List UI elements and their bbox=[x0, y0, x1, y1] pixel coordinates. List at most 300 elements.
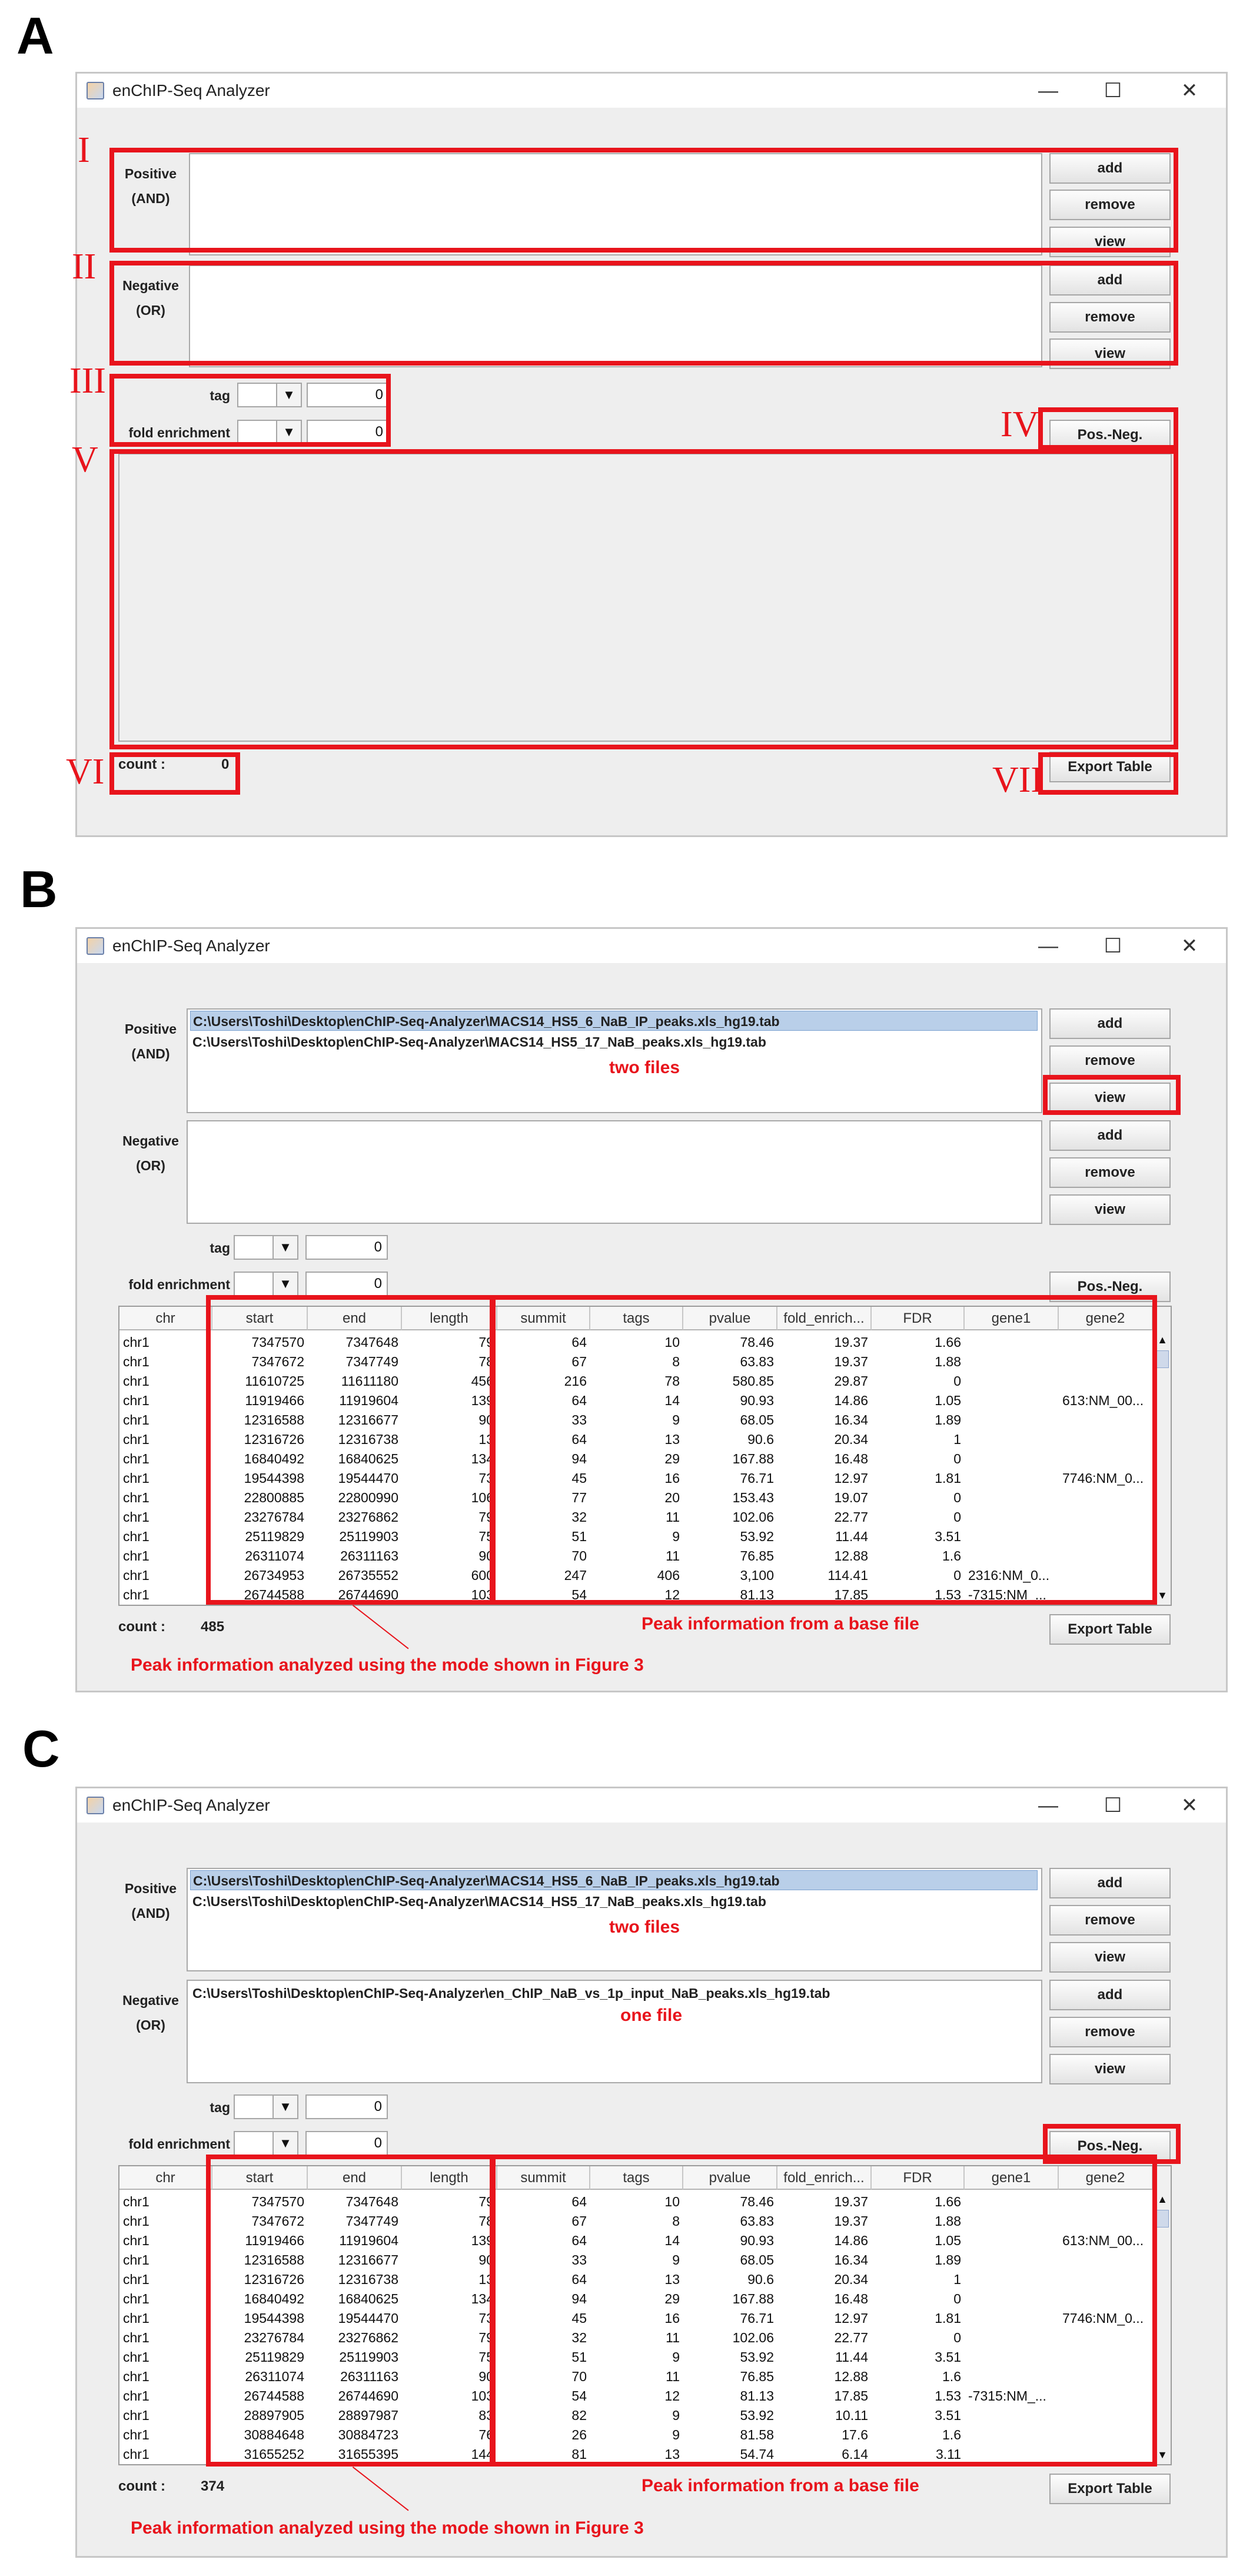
negative-remove-button[interactable]: remove bbox=[1049, 1157, 1171, 1188]
positive-view-button[interactable]: view bbox=[1049, 227, 1171, 257]
table-cell[interactable]: chr1 bbox=[123, 2427, 149, 2442]
table-cell[interactable]: 64 bbox=[571, 1335, 587, 1350]
export-table-button[interactable]: Export Table bbox=[1049, 752, 1171, 782]
table-cell[interactable]: 12 bbox=[664, 1587, 680, 1602]
table-cell[interactable]: 79 bbox=[478, 2330, 494, 2345]
table-cell[interactable]: 9 bbox=[672, 1412, 680, 1428]
table-cell[interactable]: 64 bbox=[571, 1432, 587, 1447]
tag-operator-select[interactable] bbox=[234, 2094, 298, 2119]
maximize-icon[interactable]: ☐ bbox=[1104, 935, 1122, 957]
table-cell[interactable]: 12.97 bbox=[834, 2311, 868, 2326]
table-cell[interactable]: 78.46 bbox=[740, 1335, 774, 1350]
table-cell[interactable]: chr1 bbox=[123, 2311, 149, 2326]
table-cell[interactable]: 19544398 bbox=[244, 1470, 304, 1486]
table-cell[interactable]: 79 bbox=[478, 1335, 494, 1350]
table-cell[interactable]: 81.13 bbox=[740, 1587, 774, 1602]
table-cell[interactable]: 12.88 bbox=[834, 1548, 868, 1563]
table-cell[interactable]: 30884648 bbox=[244, 2427, 304, 2442]
table-cell[interactable]: 64 bbox=[571, 2194, 587, 2209]
table-cell[interactable]: 1.6 bbox=[942, 2427, 961, 2442]
table-cell[interactable]: 26744690 bbox=[338, 1587, 398, 1602]
negative-add-button[interactable]: add bbox=[1049, 265, 1171, 296]
table-cell[interactable]: 90 bbox=[478, 2252, 494, 2268]
table-cell[interactable]: 78 bbox=[478, 1354, 494, 1369]
table-cell[interactable]: 12.97 bbox=[834, 1470, 868, 1486]
table-cell[interactable]: 22800885 bbox=[244, 1490, 304, 1505]
table-cell[interactable]: 16 bbox=[664, 1470, 680, 1486]
table-cell[interactable]: 83 bbox=[478, 2408, 494, 2423]
table-cell[interactable]: 7347570 bbox=[251, 2194, 304, 2209]
table-cell[interactable]: 16.34 bbox=[834, 1412, 868, 1428]
table-cell[interactable]: 67 bbox=[571, 1354, 587, 1369]
minimize-icon[interactable]: — bbox=[1038, 935, 1058, 957]
table-cell[interactable]: 19544398 bbox=[244, 2311, 304, 2326]
table-cell[interactable]: 73 bbox=[478, 1470, 494, 1486]
fold-operator-select[interactable] bbox=[234, 2131, 298, 2156]
table-cell[interactable]: 134 bbox=[471, 1451, 494, 1466]
table-cell[interactable]: 90.93 bbox=[740, 2233, 774, 2248]
column-header[interactable]: chr bbox=[119, 1307, 212, 1330]
table-cell[interactable]: 1.53 bbox=[935, 2388, 961, 2404]
chevron-down-icon[interactable]: ▼ bbox=[276, 421, 301, 443]
table-cell[interactable]: 0 bbox=[953, 2330, 961, 2345]
table-cell[interactable]: 406 bbox=[657, 1568, 680, 1583]
table-cell[interactable]: 153.43 bbox=[732, 1490, 774, 1505]
table-cell[interactable]: 103 bbox=[471, 1587, 494, 1602]
table-cell[interactable]: 26311074 bbox=[245, 1548, 304, 1563]
table-cell[interactable]: 134 bbox=[471, 2291, 494, 2306]
table-cell[interactable]: 29.87 bbox=[834, 1373, 868, 1389]
table-cell[interactable]: 53.92 bbox=[740, 1529, 774, 1544]
table-cell[interactable]: 14 bbox=[664, 2233, 680, 2248]
table-cell[interactable]: 28897905 bbox=[244, 2408, 304, 2423]
table-cell[interactable]: chr1 bbox=[123, 1490, 149, 1505]
table-cell[interactable]: 7347749 bbox=[345, 2213, 398, 2229]
column-header[interactable]: summit bbox=[497, 2166, 590, 2190]
table-cell[interactable]: 25119829 bbox=[245, 2349, 304, 2365]
table-cell[interactable]: 70 bbox=[571, 2369, 587, 2384]
table-cell[interactable]: 68.05 bbox=[740, 2252, 774, 2268]
table-cell[interactable]: 139 bbox=[471, 1393, 494, 1408]
table-cell[interactable]: 51 bbox=[571, 1529, 587, 1544]
table-cell[interactable]: 9 bbox=[672, 1529, 680, 1544]
pos-neg-button[interactable]: Pos.-Neg. bbox=[1049, 1272, 1171, 1302]
column-header[interactable]: tags bbox=[590, 2166, 683, 2190]
table-cell[interactable]: 19544470 bbox=[338, 2311, 398, 2326]
table-cell[interactable]: 10.11 bbox=[835, 2408, 868, 2423]
positive-view-button[interactable]: view bbox=[1049, 1942, 1171, 1973]
positive-remove-button[interactable]: remove bbox=[1049, 1905, 1171, 1936]
table-cell[interactable]: chr1 bbox=[123, 1451, 149, 1466]
fold-threshold-input[interactable]: 0 bbox=[305, 2131, 388, 2156]
table-cell[interactable]: 12316738 bbox=[338, 1432, 398, 1447]
table-cell[interactable]: 45 bbox=[571, 1470, 587, 1486]
table-cell[interactable]: 17.85 bbox=[834, 1587, 868, 1602]
table-cell[interactable]: 20.34 bbox=[834, 1432, 868, 1447]
table-cell[interactable]: 64 bbox=[571, 2272, 587, 2287]
list-item[interactable]: C:\Users\Toshi\Desktop\enChIP-Seq-Analyzer\MACS14_HS5_17_NaB_peaks.xls_hg19.tab bbox=[192, 1894, 766, 1909]
table-cell[interactable]: 81.58 bbox=[740, 2427, 774, 2442]
table-cell[interactable]: 1 bbox=[953, 2272, 961, 2287]
pos-neg-button[interactable]: Pos.-Neg. bbox=[1049, 2131, 1171, 2162]
table-cell[interactable]: 26 bbox=[571, 2427, 587, 2442]
negative-add-button[interactable]: add bbox=[1049, 1980, 1171, 2010]
table-cell[interactable]: 1 bbox=[953, 1432, 961, 1447]
table-cell[interactable]: 90 bbox=[478, 1412, 494, 1428]
table-cell[interactable]: 103 bbox=[471, 2388, 494, 2404]
table-cell[interactable]: 144 bbox=[471, 2446, 494, 2462]
table-cell[interactable]: 11 bbox=[666, 1548, 680, 1563]
table-cell[interactable]: 26734953 bbox=[244, 1568, 304, 1583]
column-header[interactable]: end bbox=[308, 2166, 402, 2190]
negative-file-list[interactable] bbox=[187, 1980, 1042, 2083]
column-header[interactable]: summit bbox=[497, 1307, 590, 1330]
tag-threshold-input[interactable]: 0 bbox=[305, 2094, 388, 2119]
table-cell[interactable]: 0 bbox=[953, 1451, 961, 1466]
table-cell[interactable]: 81 bbox=[571, 2446, 587, 2462]
close-icon[interactable]: ✕ bbox=[1181, 79, 1198, 102]
table-cell[interactable]: 25119903 bbox=[339, 2349, 398, 2365]
positive-remove-button[interactable]: remove bbox=[1049, 190, 1171, 220]
table-cell[interactable]: 1.88 bbox=[935, 1354, 961, 1369]
table-cell[interactable]: 1.88 bbox=[935, 2213, 961, 2229]
table-cell[interactable]: 12 bbox=[664, 2388, 680, 2404]
negative-add-button[interactable]: add bbox=[1049, 1120, 1171, 1151]
table-cell[interactable]: 11.44 bbox=[835, 2349, 868, 2365]
table-cell[interactable]: 68.05 bbox=[740, 1412, 774, 1428]
table-cell[interactable]: 0 bbox=[953, 1373, 961, 1389]
table-cell[interactable]: 31655395 bbox=[338, 2446, 398, 2462]
table-cell[interactable]: 12316677 bbox=[338, 1412, 398, 1428]
scroll-thumb[interactable] bbox=[1156, 1350, 1169, 1368]
table-cell[interactable]: 16840625 bbox=[338, 1451, 398, 1466]
column-header[interactable]: gene1 bbox=[965, 1307, 1059, 1330]
table-cell[interactable]: 19.07 bbox=[834, 1490, 868, 1505]
table-cell[interactable]: 78.46 bbox=[740, 2194, 774, 2209]
positive-view-button[interactable]: view bbox=[1049, 1083, 1171, 1113]
table-cell[interactable]: 76.85 bbox=[740, 1548, 774, 1563]
chevron-down-icon[interactable]: ▼ bbox=[272, 1236, 297, 1259]
export-table-button[interactable]: Export Table bbox=[1049, 2474, 1171, 2504]
scroll-down-icon[interactable]: ▼ bbox=[1157, 2449, 1168, 2461]
table-cell[interactable]: 26311074 bbox=[245, 2369, 304, 2384]
table-cell[interactable]: 76.85 bbox=[740, 2369, 774, 2384]
list-item[interactable]: C:\Users\Toshi\Desktop\enChIP-Seq-Analyzer\MACS14_HS5_17_NaB_peaks.xls_hg19.tab bbox=[192, 1034, 766, 1050]
table-cell[interactable]: 45 bbox=[571, 2311, 587, 2326]
table-cell[interactable]: 16840492 bbox=[244, 1451, 304, 1466]
negative-view-button[interactable]: view bbox=[1049, 1194, 1171, 1225]
table-cell[interactable]: 33 bbox=[571, 2252, 587, 2268]
table-cell[interactable]: 7347570 bbox=[251, 1335, 304, 1350]
table-cell[interactable]: 10 bbox=[664, 1335, 680, 1350]
tag-threshold-input[interactable]: 0 bbox=[305, 1235, 388, 1260]
table-cell[interactable]: 20 bbox=[664, 1490, 680, 1505]
table-cell[interactable]: 11919604 bbox=[339, 2233, 398, 2248]
table-cell[interactable]: 16840625 bbox=[338, 2291, 398, 2306]
table-cell[interactable]: chr1 bbox=[123, 1354, 149, 1369]
table-cell[interactable]: 14 bbox=[664, 1393, 680, 1408]
column-header[interactable]: tags bbox=[590, 1307, 683, 1330]
column-header[interactable]: fold_enrich... bbox=[777, 2166, 872, 2190]
column-header[interactable]: length bbox=[402, 2166, 497, 2190]
table-cell[interactable]: 22.77 bbox=[834, 1509, 868, 1525]
table-cell[interactable]: 23276784 bbox=[244, 1509, 304, 1525]
table-cell[interactable]: 13 bbox=[664, 1432, 680, 1447]
table-cell[interactable]: 19.37 bbox=[834, 2194, 868, 2209]
table-cell[interactable]: 12316677 bbox=[338, 2252, 398, 2268]
fold-threshold-input[interactable]: 0 bbox=[307, 420, 389, 444]
table-cell[interactable]: 23276862 bbox=[338, 2330, 398, 2345]
positive-add-button[interactable]: add bbox=[1049, 153, 1171, 184]
table-cell[interactable]: 54 bbox=[571, 1587, 587, 1602]
table-cell[interactable]: 78 bbox=[478, 2213, 494, 2229]
table-cell[interactable]: 11 bbox=[666, 2369, 680, 2384]
table-cell[interactable]: 1.05 bbox=[935, 2233, 961, 2248]
table-cell[interactable]: 31655252 bbox=[244, 2446, 304, 2462]
pos-neg-button[interactable]: Pos.-Neg. bbox=[1049, 420, 1171, 450]
table-cell[interactable]: chr1 bbox=[123, 1393, 149, 1408]
table-cell[interactable]: 32 bbox=[571, 1509, 587, 1525]
table-cell[interactable]: chr1 bbox=[123, 1373, 149, 1389]
table-cell[interactable]: 9 bbox=[672, 2427, 680, 2442]
table-cell[interactable]: 73 bbox=[478, 2311, 494, 2326]
table-cell[interactable]: 12316726 bbox=[244, 1432, 304, 1447]
table-cell[interactable]: 1.6 bbox=[942, 2369, 961, 2384]
table-cell[interactable]: 25119903 bbox=[339, 1529, 398, 1544]
table-cell[interactable]: 13 bbox=[478, 2272, 494, 2287]
table-cell[interactable]: 16.48 bbox=[834, 1451, 868, 1466]
table-cell[interactable]: chr1 bbox=[123, 1529, 149, 1544]
table-cell[interactable]: 102.06 bbox=[732, 1509, 774, 1525]
column-header[interactable]: start bbox=[212, 2166, 308, 2190]
table-cell[interactable]: 81.13 bbox=[740, 2388, 774, 2404]
table-cell[interactable]: 33 bbox=[571, 1412, 587, 1428]
table-cell[interactable]: 30884723 bbox=[338, 2427, 398, 2442]
table-cell[interactable]: 23276784 bbox=[244, 2330, 304, 2345]
table-cell[interactable]: 14.86 bbox=[834, 1393, 868, 1408]
table-cell[interactable]: 11919466 bbox=[245, 2233, 304, 2248]
table-cell[interactable]: 13 bbox=[478, 1432, 494, 1447]
scroll-up-icon[interactable]: ▲ bbox=[1157, 1334, 1168, 1346]
table-cell[interactable]: chr1 bbox=[123, 1587, 149, 1602]
table-cell[interactable]: 23276862 bbox=[338, 1509, 398, 1525]
table-cell[interactable]: 19.37 bbox=[834, 1354, 868, 1369]
table-cell[interactable]: 1.6 bbox=[942, 1548, 961, 1563]
table-cell[interactable]: 64 bbox=[571, 1393, 587, 1408]
table-cell[interactable]: 11919466 bbox=[245, 1393, 304, 1408]
table-cell[interactable]: 1.66 bbox=[935, 1335, 961, 1350]
table-cell[interactable]: chr1 bbox=[123, 2349, 149, 2365]
table-cell[interactable]: 102.06 bbox=[732, 2330, 774, 2345]
table-cell[interactable]: 29 bbox=[664, 2291, 680, 2306]
table-cell[interactable]: 22800990 bbox=[338, 1490, 398, 1505]
table-cell[interactable]: 20.34 bbox=[834, 2272, 868, 2287]
table-cell[interactable]: 76.71 bbox=[740, 1470, 774, 1486]
table-cell[interactable]: 51 bbox=[571, 2349, 587, 2365]
table-cell[interactable]: 26744588 bbox=[244, 2388, 304, 2404]
table-cell[interactable]: 13 bbox=[664, 2272, 680, 2287]
table-cell[interactable]: 14.86 bbox=[834, 2233, 868, 2248]
table-cell[interactable]: 77 bbox=[571, 1490, 587, 1505]
table-cell[interactable]: 12.88 bbox=[834, 2369, 868, 2384]
table-cell[interactable]: 26735552 bbox=[338, 1568, 398, 1583]
table-cell[interactable]: 11919604 bbox=[339, 1393, 398, 1408]
chevron-down-icon[interactable]: ▼ bbox=[272, 1273, 297, 1295]
table-cell[interactable]: 17.85 bbox=[834, 2388, 868, 2404]
column-header[interactable]: gene2 bbox=[1059, 2166, 1153, 2190]
negative-remove-button[interactable]: remove bbox=[1049, 2017, 1171, 2047]
table-cell[interactable]: 613:NM_00... bbox=[1062, 2233, 1144, 2248]
close-icon[interactable]: ✕ bbox=[1181, 1794, 1198, 1817]
table-cell[interactable]: 90.93 bbox=[740, 1393, 774, 1408]
column-header[interactable]: FDR bbox=[872, 2166, 965, 2190]
table-cell[interactable]: 0 bbox=[953, 1509, 961, 1525]
table-cell[interactable]: chr1 bbox=[123, 1335, 149, 1350]
table-cell[interactable]: 9 bbox=[672, 2349, 680, 2365]
table-cell[interactable]: 26744588 bbox=[244, 1587, 304, 1602]
negative-view-button[interactable]: view bbox=[1049, 338, 1171, 369]
minimize-icon[interactable]: — bbox=[1038, 1794, 1058, 1817]
table-cell[interactable]: chr1 bbox=[123, 2408, 149, 2423]
table-cell[interactable]: 76.71 bbox=[740, 2311, 774, 2326]
table-cell[interactable]: 11 bbox=[666, 1509, 680, 1525]
table-cell[interactable]: 1.53 bbox=[935, 1587, 961, 1602]
positive-add-button[interactable]: add bbox=[1049, 1008, 1171, 1039]
table-cell[interactable]: 1.89 bbox=[935, 2252, 961, 2268]
table-cell[interactable]: 11 bbox=[666, 2330, 680, 2345]
chevron-down-icon[interactable]: ▼ bbox=[272, 2132, 297, 2155]
table-cell[interactable]: 8 bbox=[672, 1354, 680, 1369]
table-cell[interactable]: 2316:NM_0... bbox=[968, 1568, 1050, 1583]
table-cell[interactable]: 7347648 bbox=[345, 1335, 398, 1350]
table-cell[interactable]: 53.92 bbox=[740, 2408, 774, 2423]
table-cell[interactable]: 216 bbox=[564, 1373, 587, 1389]
list-item[interactable]: C:\Users\Toshi\Desktop\enChIP-Seq-Analyzer\en_ChIP_NaB_vs_1p_input_NaB_peaks.xls_hg19.tab bbox=[192, 1986, 830, 2001]
table-cell[interactable]: 9 bbox=[672, 2252, 680, 2268]
fold-operator-select[interactable] bbox=[234, 1272, 298, 1296]
scroll-up-icon[interactable]: ▲ bbox=[1157, 2193, 1168, 2205]
scroll-down-icon[interactable]: ▼ bbox=[1157, 1589, 1168, 1601]
table-cell[interactable]: 25119829 bbox=[245, 1529, 304, 1544]
table-cell[interactable]: 11.44 bbox=[835, 1529, 868, 1544]
table-cell[interactable]: 90.6 bbox=[747, 1432, 774, 1447]
table-cell[interactable]: chr1 bbox=[123, 2272, 149, 2287]
export-table-button[interactable]: Export Table bbox=[1049, 1614, 1171, 1645]
table-cell[interactable]: 16 bbox=[664, 2311, 680, 2326]
table-cell[interactable]: 12316588 bbox=[244, 2252, 304, 2268]
table-cell[interactable]: chr1 bbox=[123, 2233, 149, 2248]
table-cell[interactable]: chr1 bbox=[123, 1432, 149, 1447]
column-header[interactable]: chr bbox=[119, 2166, 212, 2190]
table-cell[interactable]: 247 bbox=[564, 1568, 587, 1583]
tag-threshold-input[interactable]: 0 bbox=[307, 383, 389, 407]
table-cell[interactable]: 456 bbox=[471, 1373, 494, 1389]
table-cell[interactable]: 12316738 bbox=[338, 2272, 398, 2287]
table-cell[interactable]: 3.51 bbox=[935, 2349, 961, 2365]
column-header[interactable]: FDR bbox=[872, 1307, 965, 1330]
table-cell[interactable]: 53.92 bbox=[740, 2349, 774, 2365]
table-cell[interactable]: 139 bbox=[471, 2233, 494, 2248]
table-cell[interactable]: chr1 bbox=[123, 1568, 149, 1583]
negative-remove-button[interactable]: remove bbox=[1049, 302, 1171, 333]
table-cell[interactable]: 26311163 bbox=[340, 2369, 398, 2384]
table-cell[interactable]: 0 bbox=[953, 1568, 961, 1583]
column-header[interactable]: pvalue bbox=[683, 1307, 777, 1330]
column-header[interactable]: end bbox=[308, 1307, 402, 1330]
negative-file-list[interactable] bbox=[187, 1120, 1042, 1224]
table-cell[interactable]: 79 bbox=[478, 2194, 494, 2209]
table-cell[interactable]: 9 bbox=[672, 2408, 680, 2423]
table-cell[interactable]: chr1 bbox=[123, 1548, 149, 1563]
table-cell[interactable]: 82 bbox=[571, 2408, 587, 2423]
table-cell[interactable]: 16840492 bbox=[244, 2291, 304, 2306]
table-cell[interactable]: chr1 bbox=[123, 1412, 149, 1428]
table-cell[interactable]: 54 bbox=[571, 2388, 587, 2404]
table-cell[interactable]: 1.89 bbox=[935, 1412, 961, 1428]
table-cell[interactable]: 79 bbox=[478, 1509, 494, 1525]
table-cell[interactable]: 67 bbox=[571, 2213, 587, 2229]
table-cell[interactable]: 167.88 bbox=[732, 1451, 774, 1466]
table-cell[interactable]: 63.83 bbox=[740, 2213, 774, 2229]
table-cell[interactable]: 7347672 bbox=[251, 1354, 304, 1369]
list-item[interactable]: C:\Users\Toshi\Desktop\enChIP-Seq-Analyzer\MACS14_HS5_6_NaB_IP_peaks.xls_hg19.tab bbox=[190, 1011, 1038, 1031]
table-cell[interactable]: 17.6 bbox=[842, 2427, 868, 2442]
table-cell[interactable]: 7347648 bbox=[345, 2194, 398, 2209]
table-cell[interactable]: 90 bbox=[478, 2369, 494, 2384]
table-cell[interactable]: 106 bbox=[471, 1490, 494, 1505]
table-cell[interactable]: 54.74 bbox=[740, 2446, 774, 2462]
table-cell[interactable]: 64 bbox=[571, 2233, 587, 2248]
table-cell[interactable]: 78 bbox=[664, 1373, 680, 1389]
table-cell[interactable]: 16.34 bbox=[834, 2252, 868, 2268]
table-cell[interactable]: 0 bbox=[953, 2291, 961, 2306]
table-cell[interactable]: chr1 bbox=[123, 2291, 149, 2306]
column-header[interactable]: length bbox=[402, 1307, 497, 1330]
positive-remove-button[interactable]: remove bbox=[1049, 1045, 1171, 1076]
table-cell[interactable]: 3.51 bbox=[935, 2408, 961, 2423]
table-cell[interactable]: 13 bbox=[664, 2446, 680, 2462]
maximize-icon[interactable]: ☐ bbox=[1104, 1794, 1122, 1817]
table-cell[interactable]: 63.83 bbox=[740, 1354, 774, 1369]
negative-view-button[interactable]: view bbox=[1049, 2054, 1171, 2084]
positive-add-button[interactable]: add bbox=[1049, 1868, 1171, 1898]
column-header[interactable]: fold_enrich... bbox=[777, 1307, 872, 1330]
table-cell[interactable]: 1.66 bbox=[935, 2194, 961, 2209]
table-cell[interactable]: chr1 bbox=[123, 2194, 149, 2209]
table-cell[interactable]: 29 bbox=[664, 1451, 680, 1466]
table-cell[interactable]: 167.88 bbox=[732, 2291, 774, 2306]
table-cell[interactable]: chr1 bbox=[123, 2213, 149, 2229]
table-cell[interactable]: chr1 bbox=[123, 2446, 149, 2462]
table-cell[interactable]: chr1 bbox=[123, 2388, 149, 2404]
table-cell[interactable]: 70 bbox=[571, 1548, 587, 1563]
close-icon[interactable]: ✕ bbox=[1181, 935, 1198, 957]
maximize-icon[interactable]: ☐ bbox=[1104, 79, 1122, 102]
table-cell[interactable]: 12316726 bbox=[244, 2272, 304, 2287]
table-cell[interactable]: 6.14 bbox=[842, 2446, 868, 2462]
table-cell[interactable]: 76 bbox=[478, 2427, 494, 2442]
table-cell[interactable]: 28897987 bbox=[338, 2408, 398, 2423]
table-cell[interactable]: 26311163 bbox=[340, 1548, 398, 1563]
table-cell[interactable]: -7315:NM_... bbox=[968, 2388, 1046, 2404]
chevron-down-icon[interactable]: ▼ bbox=[276, 384, 301, 406]
minimize-icon[interactable]: — bbox=[1038, 79, 1058, 102]
table-cell[interactable]: 3.51 bbox=[935, 1529, 961, 1544]
table-cell[interactable]: 32 bbox=[571, 2330, 587, 2345]
table-cell[interactable]: 10 bbox=[664, 2194, 680, 2209]
table-cell[interactable]: 94 bbox=[571, 2291, 587, 2306]
table-cell[interactable]: chr1 bbox=[123, 2330, 149, 2345]
